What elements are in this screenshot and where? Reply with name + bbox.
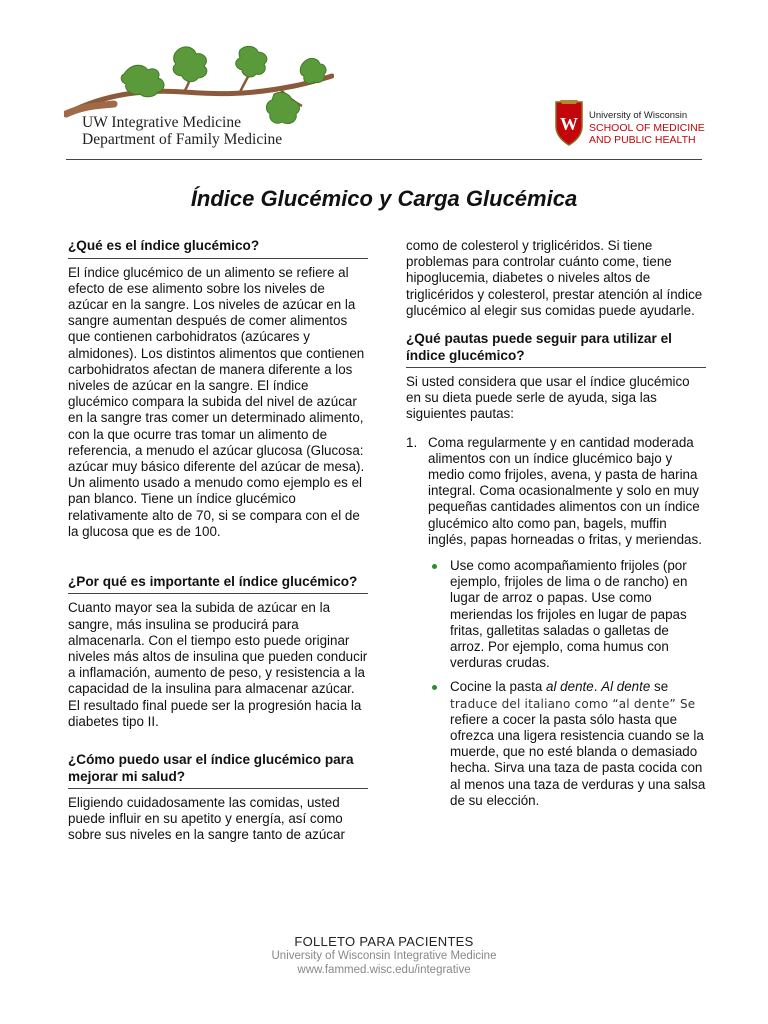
bullet-dot-icon [432,685,437,690]
bullet-text-pasta-c: se [650,679,669,695]
section-body-how-use: Eligiendo cuidadosamente las comidas, usted puede influir en su apetito y energía, así como sobre sus niveles en la sangre tanto de azúcar [68,795,345,843]
bullet-text-pasta-a: Cocine la pasta [450,679,547,695]
list-item-number: 1. [406,434,418,450]
sub-bullet-list [406,558,706,809]
section-body-what-is: El índice glucémico de un alimento se refiere al efecto de ese alimento sobre los niveles de azúcar en la sangre. Los niveles de azúcar en la sangre aumentan después de comer alimentos que contienen carbohidratos (azúcares y almidones). Los distintos alimentos que contienen carbohidratos afectan de manera diferente a los niveles de azúcar en la sangre. El índice glucémico compara la subida del nivel de azúcar en la sangre tras comer un determinado alimento, con la que ocurre tras tomar un alimento de referencia, a menudo el azúcar glucosa (Glucosa: azúcar muy básico diferente del azúcar de mesa). Un alimento usado a menudo como ejemplo es el pan blanco. Tiene un índice glucémico relativamente alto de 70, si se compara con el de la glucosa que es de 100. [68,264,365,539]
section-heading-why-important: ¿Por qué es importante el índice glucémico? [68,574,368,595]
bullet-item [428,558,706,671]
list-item [406,435,706,548]
section-heading-guidelines: ¿Qué pautas puede seguir para utilizar el índice glucémico? [406,331,706,368]
page-title: Índice Glucémico y Carga Glucémica [190,186,578,211]
right-column [406,238,706,817]
page-footer [0,934,768,977]
university-name: University of Wisconsin [589,110,688,121]
guidelines-intro: Si usted considera que usar el índice glucémico en su dieta puede serle de ayuda, siga las siguientes pautas: [406,374,690,422]
left-column [68,238,368,860]
school-name-line2: AND PUBLIC HEALTH [589,134,696,146]
logo-text-line1: UW Integrative Medicine [82,114,241,131]
bullet-item [428,679,706,809]
footer-org: University of Wisconsin Integrative Medicine [271,950,497,962]
bullet-text-pasta-mono: traduce del italiano como “al dente” Se [450,696,696,711]
section-heading-how-use: ¿Cómo puedo usar el índice glucémico para mejorar mi salud? [68,752,368,789]
footer-title: FOLLETO PARA PACIENTES [294,934,474,949]
svg-text:W: W [560,114,578,134]
footer-url: www.fammed.wisc.edu/integrative [297,964,471,976]
guidelines-list [406,435,706,548]
header-divider [66,159,702,160]
school-logo-text [589,110,705,146]
bullet-text-pasta-italic1: al dente [546,679,594,695]
bullet-dot-icon [432,564,437,569]
bullet-text-pasta-italic2: Al dente [601,679,651,695]
section-body-why-important: Cuanto mayor sea la subida de azúcar en la sangre, más insulina se producirá para almacenarla. Con el tiempo esto puede originar niveles más altos de insulina que pueden conducir a inflamación, aumento de peso, y resistencia a la capacidad de la insulina para almacenar azúcar. El resultado final puede ser la progresión hacia la diabetes tipo II. [68,600,368,729]
logo-text-line2: Department of Family Medicine [82,131,283,148]
bullet-text-pasta-d: refiere a cocer la pasta sólo hasta que ofrezca una ligera resistencia cuando se la muerde, que no esté blanda o demasiado hecha. Sirva una taza de pasta cocida con al menos una taza de verduras y una salsa de su elección. [450,711,706,808]
school-name-line1: SCHOOL OF MEDICINE [589,122,705,134]
bullet-text-pasta-b: . [593,679,602,695]
uw-crest-icon [554,98,584,146]
list-item-text: Coma regularmente y en cantidad moderada alimentos con un índice glucémico bajo y medio como frijoles, avena, y pasta de harina integral. Coma ocasionalmente y solo en muy pequeñas cantidades alimentos con un índice glucémico alto como pan, bagels, muffin inglés, papas horneadas o fritas, y meriendas. [428,434,702,547]
section-body-continued: como de colesterol y triglicéridos. Si tiene problemas para controlar cuánto come, tiene hipoglucemia, diabetes o niveles altos de triglicéridos y colesterol, prestar atención al índice glucémico al elegir sus comidas puede ayudarle. [406,238,703,318]
section-heading-what-is: ¿Qué es el índice glucémico? [68,238,368,259]
bullet-text-beans: Use como acompañamiento frijoles (por ejemplo, frijoles de lima o de rancho) en lugar de arroz o papas. Use como meriendas los frijoles en lugar de papas fritas, galletitas saladas o galletas de arroz. Por ejemplo, coma humus con verduras crudas. [450,558,688,671]
